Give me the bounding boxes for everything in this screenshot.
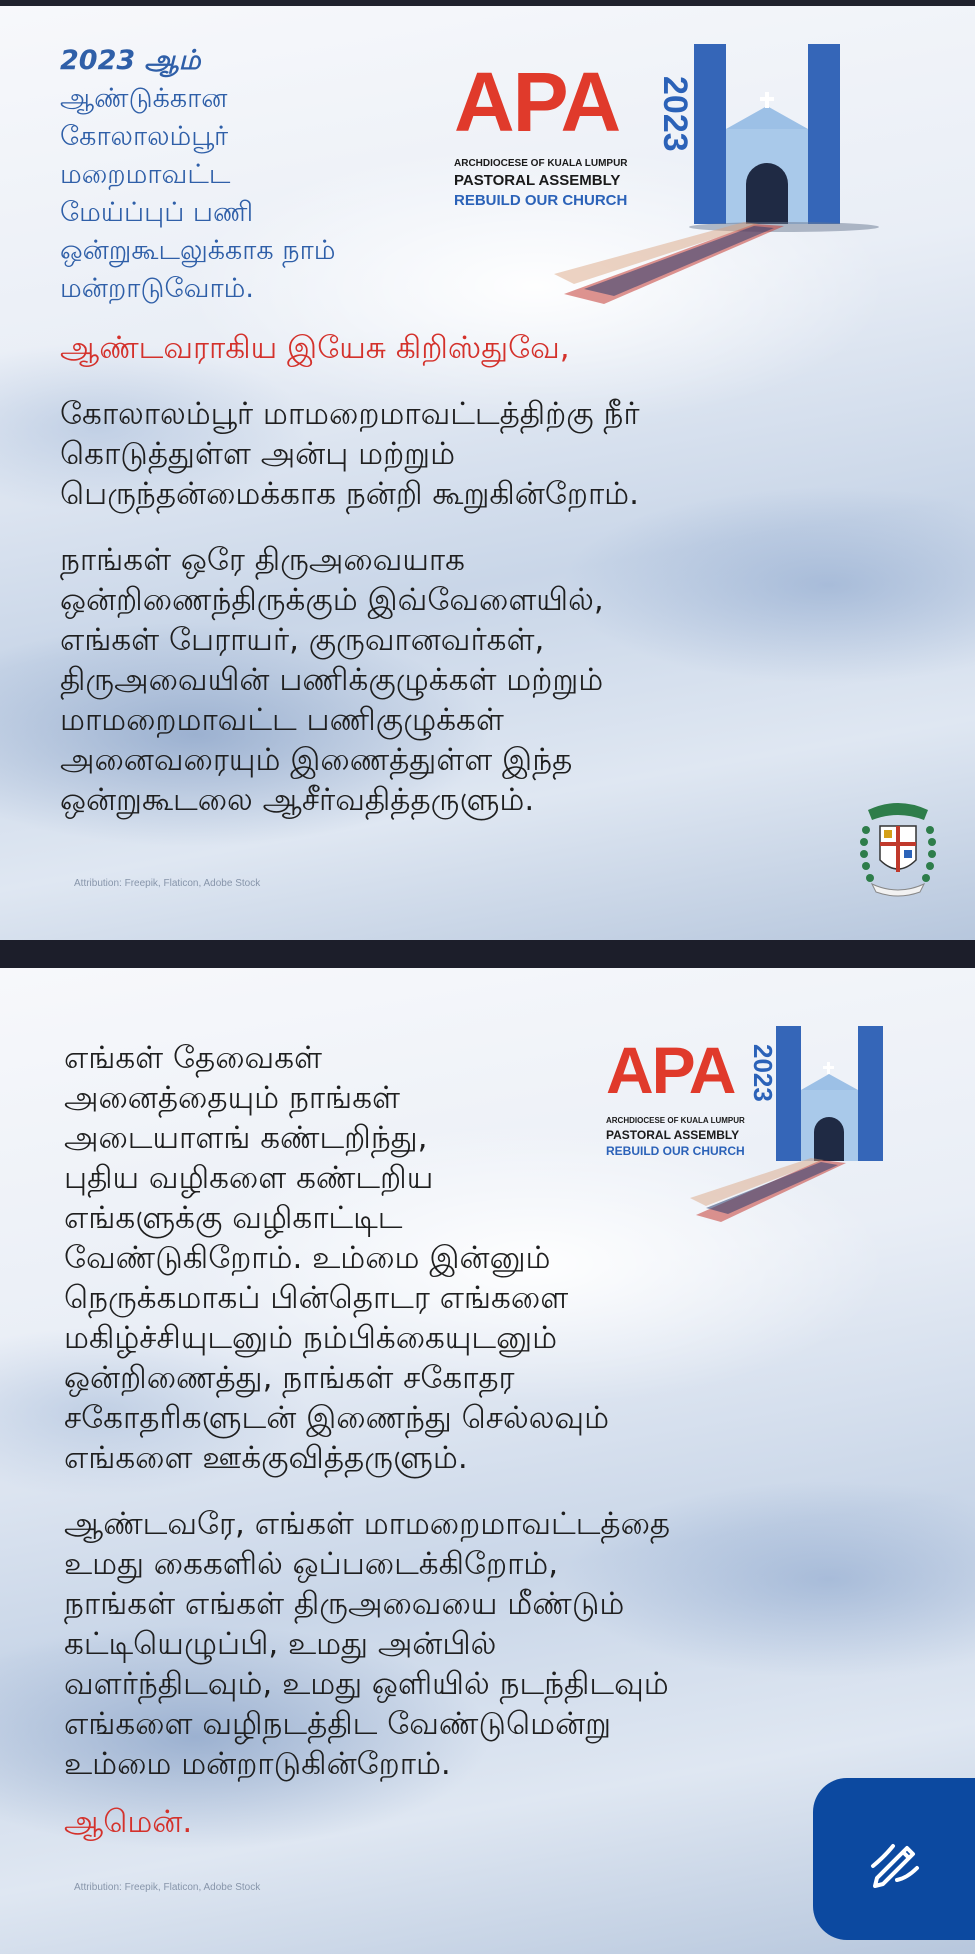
title-line: மன்றாடுவோம். — [60, 273, 254, 304]
title-line: மறைமாவட்ட — [60, 159, 231, 190]
paragraph-line: எங்கள் தேவைகள் — [64, 1040, 323, 1076]
paragraph-line: ஒன்றிணைந்திருக்கும் இவ்வேளையில், — [60, 582, 604, 618]
apa-acronym: APA — [606, 1033, 735, 1107]
logo-line-assembly: PASTORAL ASSEMBLY — [606, 1128, 740, 1142]
paragraph-line: ஒன்றுகூடலை ஆசீர்வதித்தருளும். — [60, 782, 535, 818]
apa-year: 2023 — [748, 1044, 778, 1102]
logo-line-rebuild: REBUILD OUR CHURCH — [606, 1144, 745, 1158]
title-line: ஆண்டுக்கான — [60, 83, 228, 114]
attribution-text: Attribution: Freepik, Flaticon, Adobe Stock — [74, 1882, 261, 1893]
paragraph-line: உம்மை மன்றாடுகின்றோம். — [64, 1746, 451, 1782]
paragraph-line: எங்களை ஊக்குவித்தருளும். — [64, 1440, 468, 1476]
apa-logo — [454, 34, 894, 314]
title-line: கோலாலம்பூர் — [60, 121, 229, 152]
paragraph-line: வளர்ந்திடவும், உமது ஒளியில் நடந்திடவும் — [64, 1666, 669, 1702]
paragraph-line: எங்களுக்கு வழிகாட்டிட — [64, 1200, 403, 1236]
logo-line-archdiocese: ARCHDIOCESE OF KUALA LUMPUR — [606, 1116, 745, 1125]
paragraph-line: நெருக்கமாகப் பின்தொடர எங்களை — [64, 1280, 569, 1316]
apa-logo — [606, 1020, 936, 1240]
paragraph-2 — [60, 540, 604, 820]
logo-line-rebuild: REBUILD OUR CHURCH — [454, 192, 628, 209]
paragraph-line: கொடுத்துள்ள அன்பு மற்றும் — [60, 436, 456, 472]
paragraph-line: நாங்கள் ஒரே திருஅவையாக — [60, 542, 465, 578]
amen-text: ஆமென். — [64, 1804, 193, 1840]
paragraph-line: மாமறைமாவட்ட பணிகுழுக்கள் — [60, 702, 504, 738]
paragraph-line: மகிழ்ச்சியுடனும் நம்பிக்கையுடனும் — [64, 1320, 558, 1356]
title-line: 2023 ஆம் — [60, 45, 201, 76]
slide-title — [60, 42, 335, 308]
paragraph-line: புதிய வழிகளை கண்டறிய — [64, 1160, 434, 1196]
paragraph-line: எங்களை வழிநடத்திட வேண்டுமென்று — [64, 1706, 612, 1742]
paragraph-line: உமது கைகளில் ஒப்படைக்கிறோம், — [64, 1546, 559, 1582]
coat-of-arms-icon — [858, 800, 938, 900]
paragraph-line: அடையாளங் கண்டறிந்து, — [64, 1120, 428, 1156]
title-line: மேய்ப்புப் பணி — [60, 197, 254, 228]
apa-acronym: APA — [454, 55, 620, 149]
paragraph-line: அனைவரையும் இணைத்துள்ள இந்த — [60, 742, 573, 778]
attribution-text: Attribution: Freepik, Flaticon, Adobe Stock — [74, 878, 261, 889]
invocation: ஆண்டவராகிய இயேசு கிறிஸ்துவே, — [60, 330, 570, 366]
paragraph-line: வேண்டுகிறோம். உம்மை இன்னும் — [64, 1240, 551, 1276]
paragraph-line: கோலாலம்பூர் மாமறைமாவட்டத்திற்கு நீர் — [60, 396, 640, 432]
apa-year: 2023 — [656, 76, 694, 152]
pen-edit-icon — [867, 1832, 923, 1888]
paragraph-line: நாங்கள் எங்கள் திருஅவையை மீண்டும் — [64, 1586, 625, 1622]
edit-fab-button[interactable] — [813, 1778, 975, 1940]
paragraph-line: பெருந்தன்மைக்காக நன்றி கூறுகின்றோம். — [60, 476, 639, 512]
paragraph-line: ஒன்றிணைத்து, நாங்கள் சகோதர — [64, 1360, 515, 1396]
prayer-slide-1 — [0, 6, 975, 940]
paragraph-line: அனைத்தையும் நாங்கள் — [64, 1080, 400, 1116]
paragraph-1 — [64, 1038, 609, 1478]
paragraph-line: சகோதரிகளுடன் இணைந்து செல்லவும் — [64, 1400, 610, 1436]
paragraph-line: எங்கள் பேராயர், குருவானவர்கள், — [60, 622, 545, 658]
paragraph-line: கட்டியெழுப்பி, உமது அன்பில் — [64, 1626, 497, 1662]
logo-line-assembly: PASTORAL ASSEMBLY — [454, 172, 621, 189]
paragraph-2 — [64, 1504, 670, 1784]
paragraph-line: ஆண்டவரே, எங்கள் மாமறைமாவட்டத்தை — [64, 1506, 671, 1542]
logo-line-archdiocese: ARCHDIOCESE OF KUALA LUMPUR — [454, 158, 628, 169]
paragraph-1 — [60, 394, 640, 514]
paragraph-line: திருஅவையின் பணிக்குழுக்கள் மற்றும் — [60, 662, 604, 698]
title-line: ஒன்றுகூடலுக்காக நாம் — [60, 235, 336, 266]
